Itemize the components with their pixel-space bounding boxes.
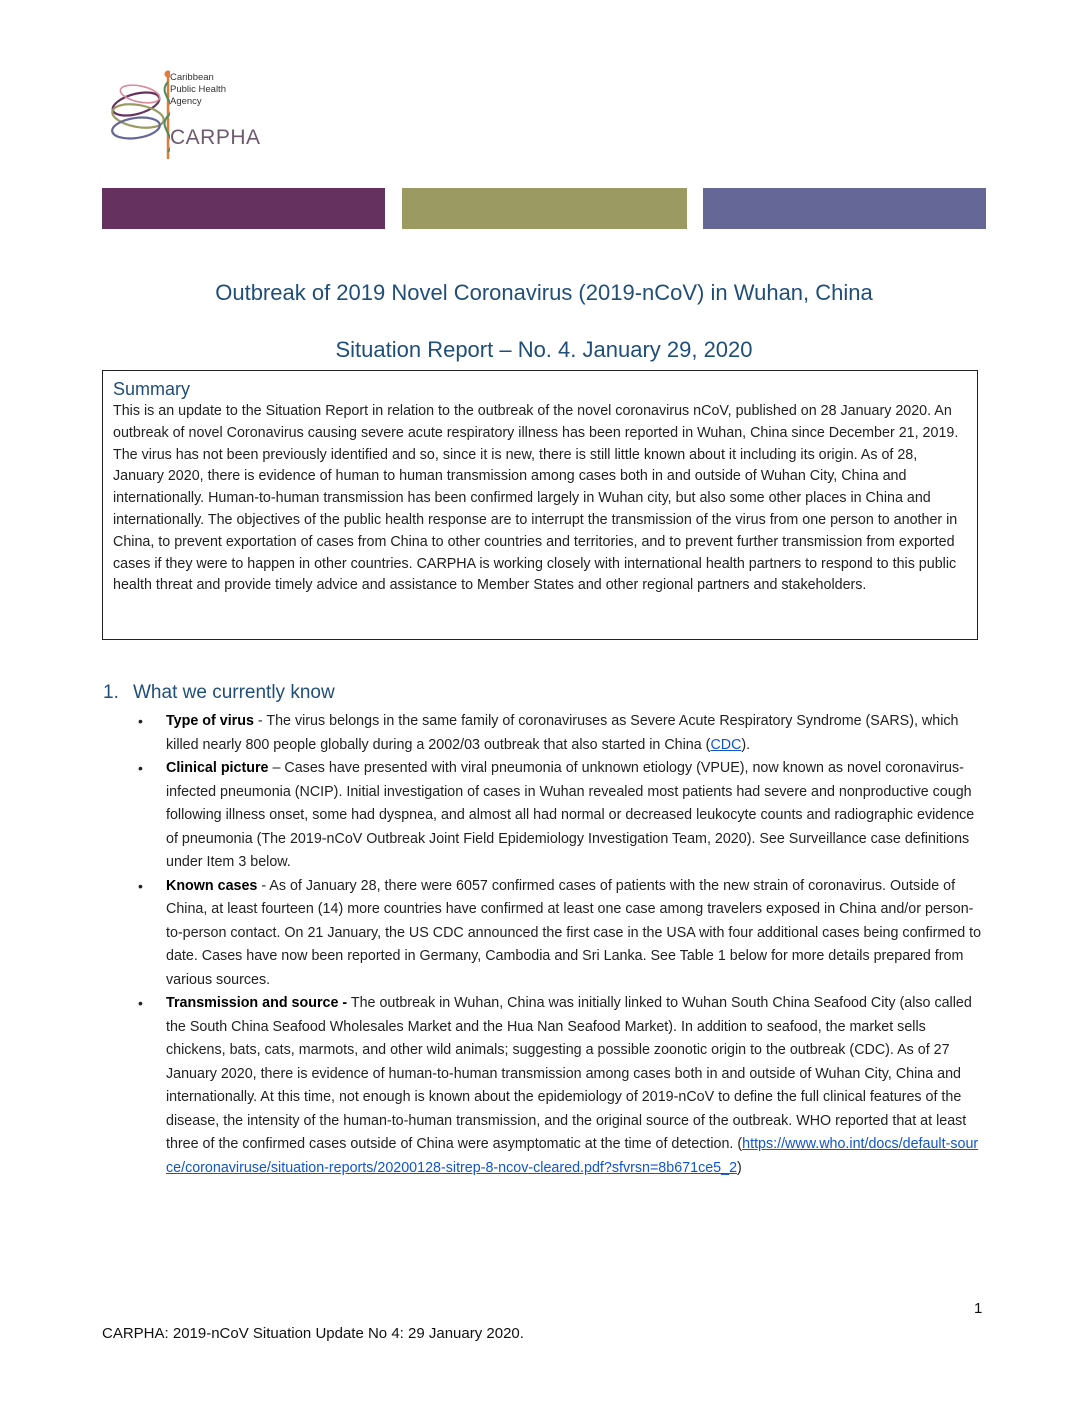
list-item [138, 710, 982, 757]
summary-body: This is an update to the Situation Report in relation to the outbreak of the novel coronavirus nCoV, published on 28 January 2020. An outbreak of novel Coronavirus causing severe acute respiratory illness has been reported in Wuhan, China since December 21, 2019. The virus has not been previously identified and so, since it is new, there is still little known about it including its origin. As of 28, January 2020, there is evidence of human to human transmission among cases both in and outside of Wuhan City, China and internationally. Human-to-human transmission has been confirmed largely in Wuhan city, but also some other places in China and internationally. The objectives of the public health response are to interrupt the transmission of the virus from one person to another in China, to prevent exportation of cases from China to other countries and territories, and to prevent further transmission from exported cases if they were to happen in other countries. CARPHA is working closely with international health partners to respond to this public health threat and provide timely advice and assistance to Member States and other regional partners and stakeholders. [113, 403, 959, 594]
report-subtitle: Situation Report – No. 4. January 29, 2020 [335, 337, 753, 362]
carpha-emblem-icon [106, 64, 170, 164]
header-bar-olive [402, 188, 687, 229]
item-label: Clinical picture [166, 760, 269, 776]
logo-line-3: Agency [170, 96, 202, 107]
item-label: Transmission and source - [166, 995, 348, 1011]
item-text: - The virus belongs in the same family of coronaviruses as Severe Acute Respiratory Syndrome (SARS), which killed nearly 800 people globally during a 2002/03 outbreak that also started in China ( [166, 713, 959, 753]
bullet-icon: • [138, 877, 143, 894]
item-text: The outbreak in Wuhan, China was initially linked to Wuhan South China Seafood City (also called the South China Seafood Wholesales Market and the Hua Nan Seafood Market). In addition to seafood, the market sells chickens, bats, cats, marmots, and other wild animals; suggesting a possible zoonotic origin to the outbreak (CDC). As of 27 January 2020, there is evidence of human-to-human transmission among cases both in and outside of Wuhan City, China and internationally. At this time, not enough is known about the epidemiology of 2019-nCoV to define the full clinical features of the disease, the intensity of the human-to-human transmission, and the original source of the outbreak. WHO reported that at least three of the confirmed cases outside of China were asymptomatic at the time of detection. ( [166, 995, 972, 1152]
page-footer: CARPHA: 2019-nCoV Situation Update No 4: 29 January 2020. [102, 1325, 524, 1342]
item-text: – Cases have presented with viral pneumonia of unknown etiology (VPUE), now known as novel coronavirus-infected pneumonia (NCIP). Initial investigation of cases in Wuhan revealed most patients had severe and nonproductive cough following illness onset, some had dyspnea, and almost all had normal or decreased leukocyte counts and radiographic evidence of pneumonia (The 2019-nCoV Outbreak Joint Field Epidemiology Investigation Team, 2020). See Surveillance case definitions under Item 3 below. [166, 760, 975, 870]
list-item [138, 992, 982, 1180]
item-label: Type of virus [166, 713, 254, 729]
logo-line-1: Caribbean [170, 72, 214, 83]
list-item [138, 757, 982, 875]
bullet-icon: • [138, 995, 143, 1011]
summary-heading: Summary [113, 379, 191, 399]
list-item [138, 875, 982, 993]
cdc-link[interactable]: CDC [710, 736, 742, 753]
known-facts-list [138, 710, 982, 1180]
item-text-after: ). [741, 736, 751, 753]
logo-wordmark: CARPHA [170, 126, 261, 149]
carpha-logo [106, 64, 306, 164]
bullet-icon: • [138, 713, 143, 729]
item-text: - As of January 28, there were 6057 confirmed cases of patients with the new strain of coronavirus. Outside of China, at least fourteen (14) more countries have confirmed at least one case among travelers exposed in China and/or person-to-person contact. On 21 January, the US CDC announced the first case in the USA with four additional cases being confirmed to date. Cases have now been reported in Germany, Cambodia and Sri Lanka. See Table 1 below for more details prepared from various sources. [166, 877, 982, 988]
logo-line-2: Public Health [170, 84, 226, 95]
who-sitrep-link[interactable]: https://www.who.int/docs/default-source/coronaviruse/situation-reports/20200128-sitrep-8-ncov-cleared.pdf?sfvrsn=8b671ce5_2 [166, 1136, 979, 1176]
item-text-after: ) [737, 1159, 742, 1176]
section-number: 1. [103, 682, 119, 703]
item-label: Known cases [166, 877, 258, 894]
summary-box [102, 370, 978, 640]
header-bar-blue [703, 188, 986, 229]
section-title: What we currently know [133, 682, 335, 703]
header-bar-purple [102, 188, 385, 229]
page-number: 1 [974, 1300, 983, 1317]
section-heading [103, 682, 335, 704]
report-title: Outbreak of 2019 Novel Coronavirus (2019-nCoV) in Wuhan, China [215, 280, 873, 305]
bullet-icon: • [138, 760, 143, 776]
